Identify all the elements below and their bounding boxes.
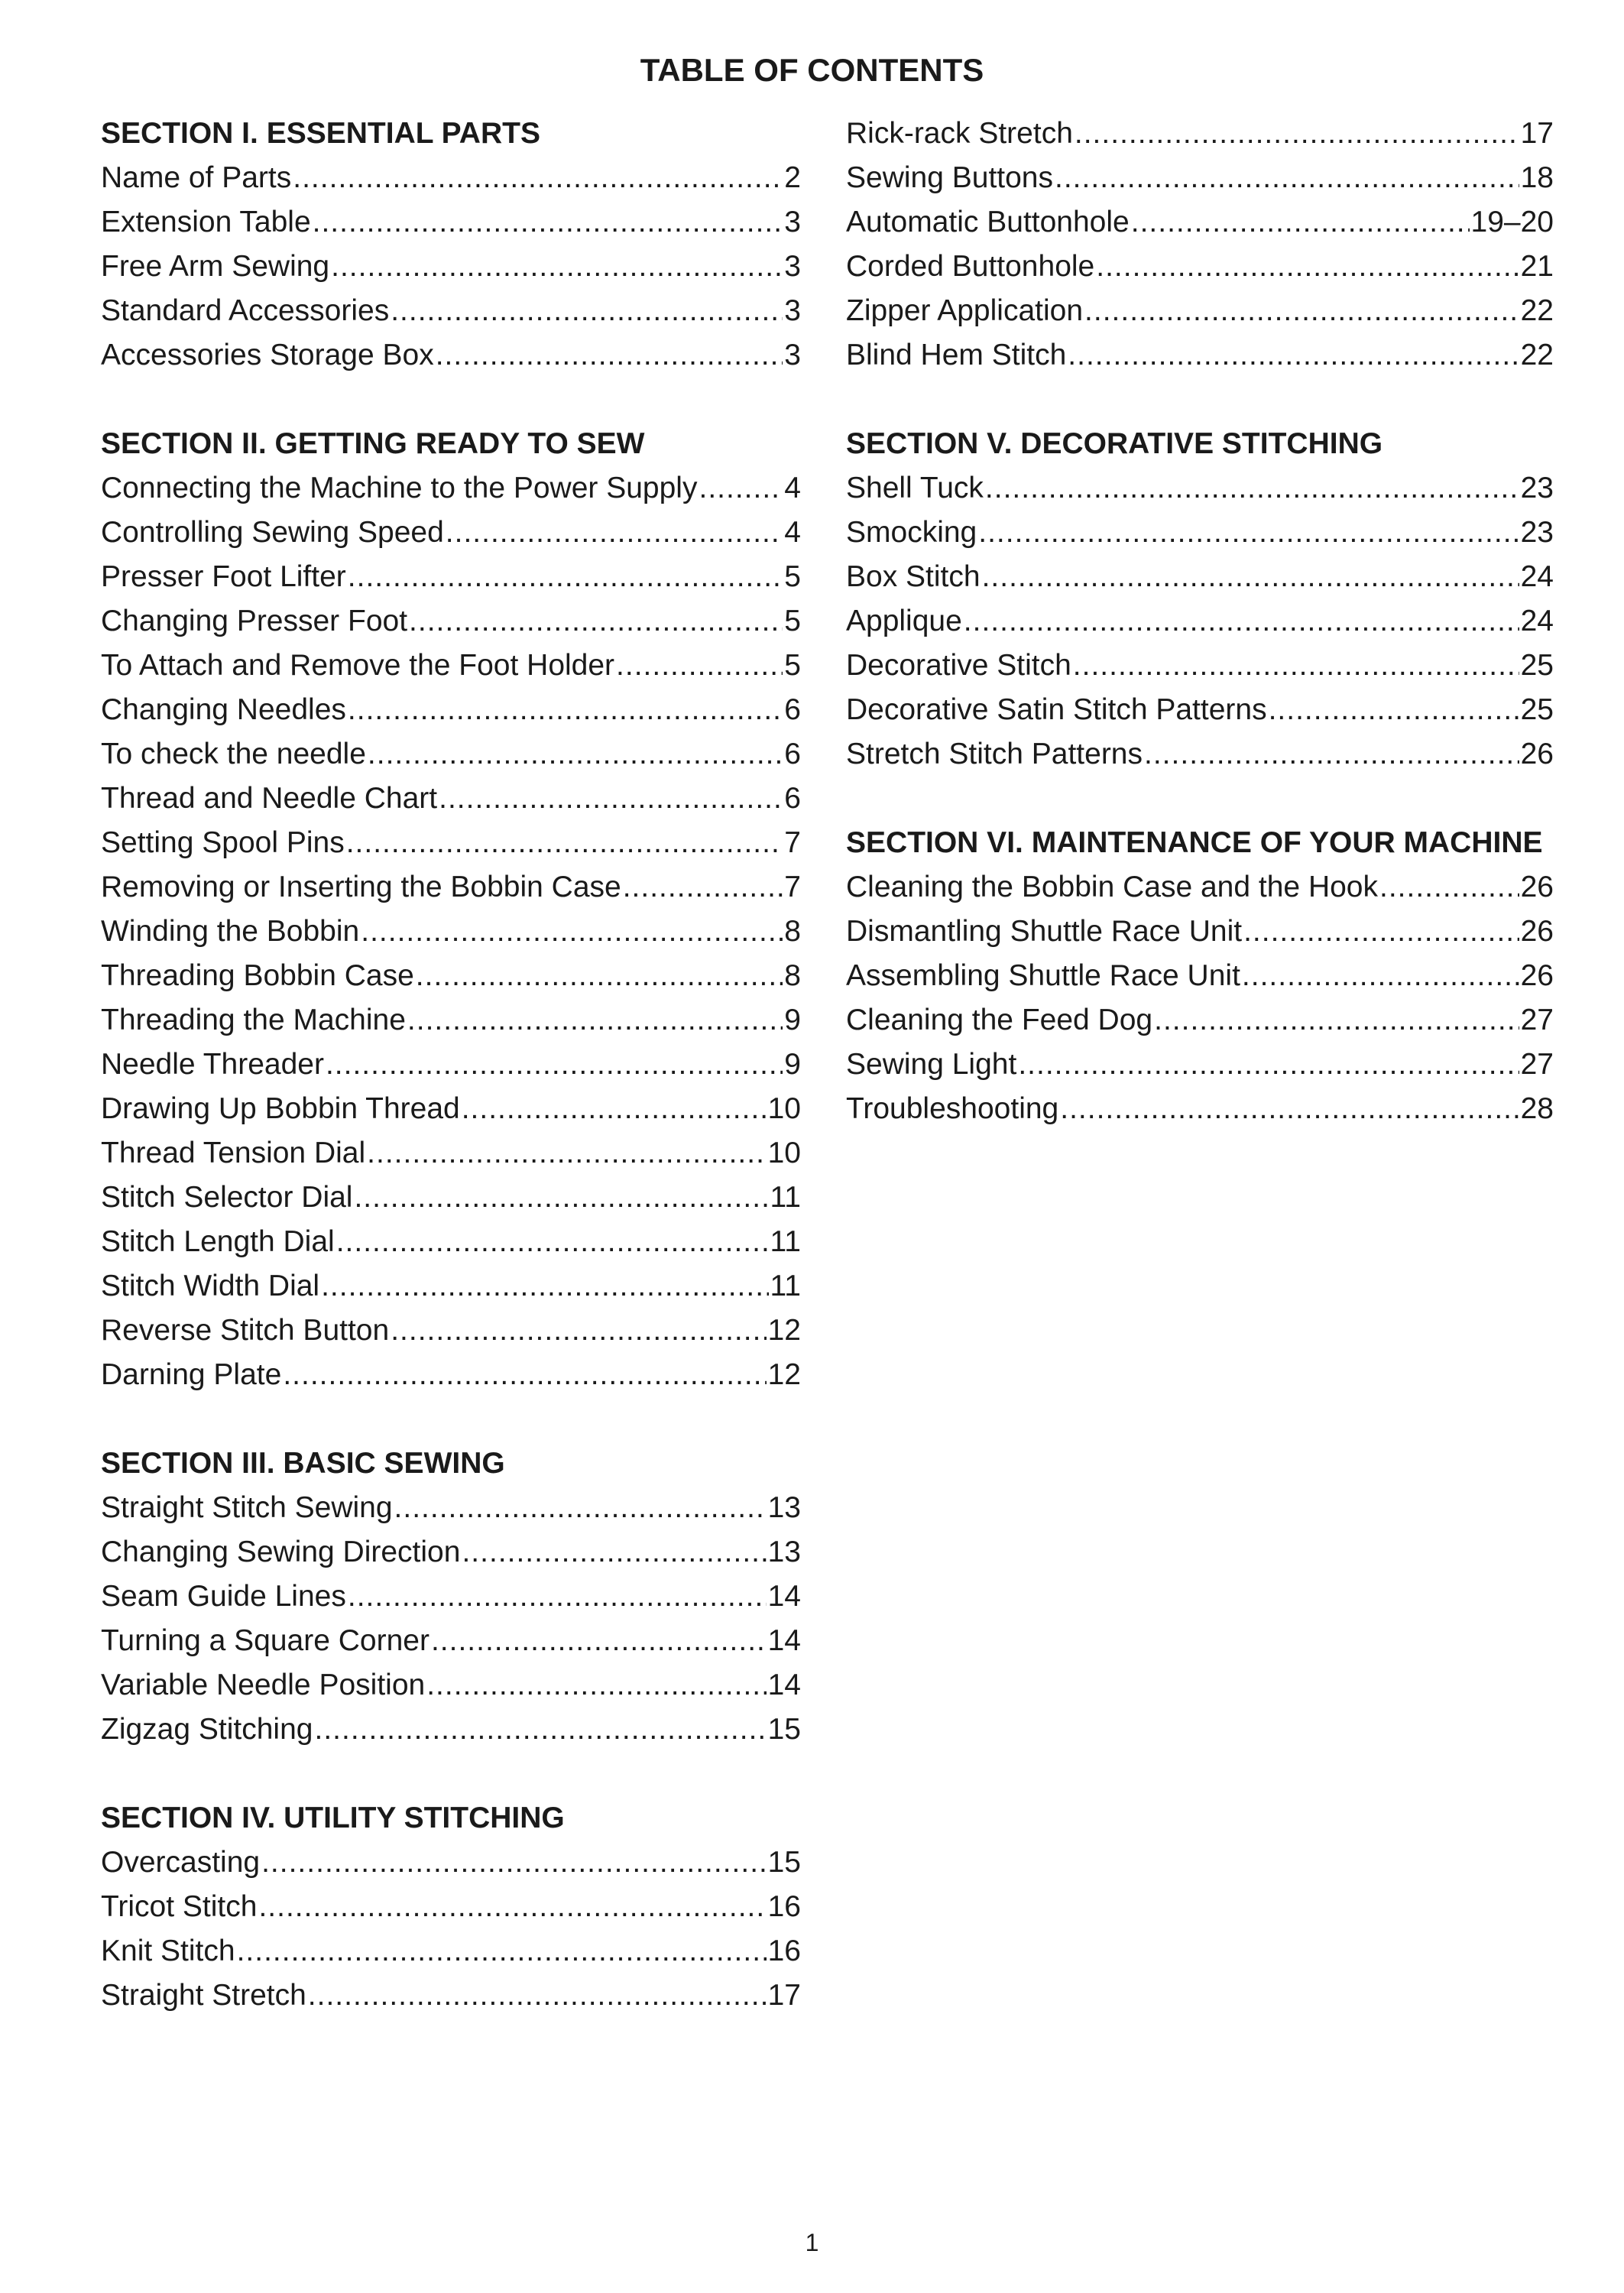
toc-entry-label: Seam Guide Lines (101, 1580, 346, 1613)
toc-entry[interactable] (846, 688, 1554, 732)
dot-leader (391, 1309, 766, 1353)
toc-entry-page: 9 (784, 1048, 801, 1081)
toc-entry[interactable] (101, 1575, 801, 1619)
toc-entry-page: 26 (1520, 959, 1554, 992)
toc-entry-label: Applique (846, 605, 962, 637)
toc-entry[interactable] (101, 245, 801, 289)
toc-entry-page: 18 (1520, 161, 1554, 194)
toc-entry[interactable] (101, 954, 801, 998)
toc-entry-label: Stitch Length Dial (101, 1225, 335, 1258)
dot-leader (1084, 289, 1519, 333)
toc-entry-label: Changing Sewing Direction (101, 1536, 461, 1568)
toc-entry-page: 11 (770, 1270, 801, 1302)
toc-entry-label: Cleaning the Bobbin Case and the Hook (846, 871, 1378, 903)
toc-entry-page: 23 (1520, 472, 1554, 504)
toc-entry[interactable] (846, 333, 1554, 378)
toc-entry-page: 11 (770, 1225, 801, 1258)
toc-entry-page: 28 (1520, 1092, 1554, 1125)
toc-entry-label: Reverse Stitch Button (101, 1314, 390, 1347)
toc-entry-page: 14 (767, 1580, 801, 1613)
toc-entry-page: 24 (1520, 560, 1554, 593)
toc-entry-label: Smocking (846, 516, 977, 549)
toc-entry[interactable] (101, 1043, 801, 1087)
toc-entry[interactable] (101, 1353, 801, 1397)
toc-entry-label: To check the needle (101, 738, 366, 770)
toc-entry-page: 22 (1520, 294, 1554, 327)
toc-entry[interactable] (101, 732, 801, 777)
toc-entry-label: Tricot Stitch (101, 1890, 258, 1923)
toc-entry-page: 19–20 (1470, 206, 1554, 238)
dot-leader (1243, 910, 1519, 954)
toc-entry-label: Winding the Bobbin (101, 915, 360, 948)
toc-entry-label: Shell Tuck (846, 472, 984, 504)
toc-entry-page: 14 (767, 1624, 801, 1657)
dot-leader (237, 1929, 767, 1974)
toc-entry-page: 15 (767, 1713, 801, 1746)
toc-entry-page: 26 (1520, 738, 1554, 770)
section-heading: SECTION I. ESSENTIAL PARTS (101, 117, 540, 150)
toc-entry-page: 16 (767, 1890, 801, 1923)
toc-entry-label: Corded Buttonhole (846, 250, 1095, 283)
toc-entry[interactable] (101, 1708, 801, 1752)
toc-entry-label: Removing or Inserting the Bobbin Case (101, 871, 621, 903)
toc-entry[interactable] (101, 555, 801, 599)
toc-entry[interactable] (101, 1885, 801, 1929)
dot-leader (367, 1131, 766, 1176)
toc-entry-page: 26 (1520, 871, 1554, 903)
toc-entry[interactable] (101, 1663, 801, 1708)
toc-entry-label: Cleaning the Feed Dog (846, 1004, 1153, 1036)
toc-entry[interactable] (846, 511, 1554, 555)
toc-entry-page: 11 (770, 1181, 801, 1214)
dot-leader (416, 954, 783, 998)
toc-entry[interactable] (846, 289, 1554, 333)
dot-leader (1379, 865, 1519, 910)
toc-entry[interactable] (101, 1929, 801, 1974)
toc-entry[interactable] (101, 1264, 801, 1309)
dot-leader (1144, 732, 1519, 777)
dot-leader (1060, 1087, 1519, 1131)
toc-entry[interactable] (101, 865, 801, 910)
toc-entry-page: 6 (784, 782, 801, 815)
toc-entry[interactable] (846, 1043, 1554, 1087)
section-heading: SECTION IV. UTILITY STITCHING (101, 1802, 565, 1834)
toc-entry[interactable] (101, 1220, 801, 1264)
dot-leader (361, 910, 783, 954)
dot-leader (446, 511, 783, 555)
toc-entry-label: Accessories Storage Box (101, 339, 434, 371)
toc-entry[interactable] (846, 156, 1554, 200)
toc-entry-page: 12 (767, 1358, 801, 1391)
dot-leader (623, 865, 783, 910)
toc-entry-label: Stitch Selector Dial (101, 1181, 353, 1214)
toc-entry-page: 3 (784, 294, 801, 327)
toc-section (101, 112, 801, 378)
toc-entry-label: Presser Foot Lifter (101, 560, 346, 593)
toc-entry-page: 21 (1520, 250, 1554, 283)
toc-entry[interactable] (101, 1486, 801, 1530)
dot-leader (348, 688, 783, 732)
dot-leader (436, 333, 783, 378)
dot-leader (407, 998, 783, 1043)
toc-entry[interactable] (846, 998, 1554, 1043)
dot-leader (326, 1043, 783, 1087)
toc-entry-label: Decorative Stitch (846, 649, 1071, 682)
toc-entry-page: 3 (784, 206, 801, 238)
toc-entry-label: Knit Stitch (101, 1935, 235, 1967)
toc-entry[interactable] (846, 910, 1554, 954)
dot-leader (1131, 200, 1470, 245)
toc-entry-page: 10 (767, 1092, 801, 1125)
toc-entry[interactable] (101, 998, 801, 1043)
toc-entry[interactable] (101, 289, 801, 333)
dot-leader (462, 1087, 767, 1131)
dot-leader (978, 511, 1519, 555)
toc-entry-label: Sewing Light (846, 1048, 1017, 1081)
page-title: TABLE OF CONTENTS (640, 52, 984, 88)
toc-section (846, 422, 1554, 777)
toc-entry-label: Dismantling Shuttle Race Unit (846, 915, 1243, 948)
toc-entry-label: Variable Needle Position (101, 1669, 426, 1701)
toc-entry-label: Darning Plate (101, 1358, 282, 1391)
toc-entry-label: Blind Hem Stitch (846, 339, 1067, 371)
dot-leader (982, 555, 1519, 599)
toc-entry-page: 6 (784, 738, 801, 770)
toc-entry[interactable] (846, 112, 1554, 156)
toc-entry[interactable] (101, 333, 801, 378)
dot-leader (394, 1486, 767, 1530)
dot-leader (462, 1530, 766, 1575)
toc-entry-page: 5 (784, 560, 801, 593)
toc-entry[interactable] (846, 599, 1554, 644)
toc-entry[interactable] (101, 1087, 801, 1131)
toc-entry[interactable] (101, 466, 801, 511)
toc-entry-label: Setting Spool Pins (101, 826, 345, 859)
dot-leader (964, 599, 1519, 644)
toc-entry-label: Changing Needles (101, 693, 346, 726)
toc-column-left (101, 112, 801, 2062)
toc-section (846, 821, 1554, 1131)
toc-entry-page: 12 (767, 1314, 801, 1347)
toc-entry[interactable] (101, 644, 801, 688)
toc-entry-page: 3 (784, 250, 801, 283)
toc-entry[interactable] (101, 688, 801, 732)
toc-entry[interactable] (101, 821, 801, 865)
toc-entry[interactable] (846, 644, 1554, 688)
toc-entry[interactable] (846, 954, 1554, 998)
toc-entry[interactable] (846, 555, 1554, 599)
toc-entry-label: Connecting the Machine to the Power Supply (101, 472, 698, 504)
dot-leader (368, 732, 783, 777)
toc-entry-label: Threading Bobbin Case (101, 959, 414, 992)
toc-entry-label: Controlling Sewing Speed (101, 516, 444, 549)
toc-entry-page: 14 (767, 1669, 801, 1701)
toc-entry-label: Turning a Square Corner (101, 1624, 430, 1657)
dot-leader (699, 466, 783, 511)
dot-leader (314, 1708, 766, 1752)
toc-entry[interactable] (846, 732, 1554, 777)
toc-entry-page: 13 (767, 1536, 801, 1568)
dot-leader (346, 821, 783, 865)
toc-entry-page: 5 (784, 605, 801, 637)
toc-entry[interactable] (101, 1841, 801, 1885)
toc-entry-page: 17 (1520, 117, 1554, 150)
toc-column-right (846, 112, 1554, 1176)
dot-leader (258, 1885, 766, 1929)
dot-leader (616, 644, 783, 688)
toc-entry-page: 7 (784, 826, 801, 859)
dot-leader (1242, 954, 1519, 998)
toc-entry-label: Box Stitch (846, 560, 981, 593)
toc-entry-label: Thread Tension Dial (101, 1137, 366, 1169)
dot-leader (336, 1220, 769, 1264)
toc-entry-label: Standard Accessories (101, 294, 390, 327)
dot-leader (283, 1353, 766, 1397)
toc-entry[interactable] (846, 200, 1554, 245)
toc-entry-label: Drawing Up Bobbin Thread (101, 1092, 460, 1125)
dot-leader (1269, 688, 1519, 732)
dot-leader (1055, 156, 1519, 200)
toc-entry[interactable] (846, 865, 1554, 910)
dot-leader (1154, 998, 1519, 1043)
toc-entry-page: 4 (784, 516, 801, 549)
toc-entry-label: Automatic Buttonhole (846, 206, 1130, 238)
toc-entry-page: 22 (1520, 339, 1554, 371)
toc-entry[interactable] (101, 1309, 801, 1353)
dot-leader (348, 1575, 767, 1619)
toc-entry[interactable] (101, 1131, 801, 1176)
toc-section (101, 1796, 801, 2018)
toc-entry-page: 17 (767, 1979, 801, 2012)
dot-leader (1018, 1043, 1519, 1087)
toc-entry-label: Extension Table (101, 206, 311, 238)
toc-entry-label: Decorative Satin Stitch Patterns (846, 693, 1267, 726)
toc-entry-label: Zigzag Stitching (101, 1713, 313, 1746)
toc-entry[interactable] (101, 200, 801, 245)
toc-entry[interactable] (101, 1619, 801, 1663)
toc-entry[interactable] (101, 1176, 801, 1220)
toc-entry-page: 24 (1520, 605, 1554, 637)
section-heading: SECTION III. BASIC SEWING (101, 1447, 505, 1480)
page-number: 1 (805, 2229, 819, 2256)
toc-entry[interactable] (101, 1530, 801, 1575)
dot-leader (1075, 112, 1519, 156)
toc-section (846, 112, 1554, 378)
toc-entry-label: Sewing Buttons (846, 161, 1054, 194)
toc-entry-label: Straight Stretch (101, 1979, 306, 2012)
toc-entry[interactable] (846, 1087, 1554, 1131)
toc-entry[interactable] (101, 156, 801, 200)
dot-leader (261, 1841, 767, 1885)
toc-entry[interactable] (101, 910, 801, 954)
toc-entry-page: 5 (784, 649, 801, 682)
dot-leader (354, 1176, 768, 1220)
toc-entry-page: 2 (784, 161, 801, 194)
toc-entry-label: Stitch Width Dial (101, 1270, 320, 1302)
dot-leader (321, 1264, 768, 1309)
toc-entry-page: 10 (767, 1137, 801, 1169)
dot-leader (313, 200, 783, 245)
toc-entry-page: 27 (1520, 1048, 1554, 1081)
toc-entry-label: Troubleshooting (846, 1092, 1059, 1125)
toc-entry-page: 6 (784, 693, 801, 726)
dot-leader (1068, 333, 1519, 378)
toc-entry-label: Rick-rack Stretch (846, 117, 1073, 150)
toc-entry-page: 3 (784, 339, 801, 371)
toc-entry[interactable] (846, 466, 1554, 511)
toc-entry-label: Changing Presser Foot (101, 605, 408, 637)
section-heading: SECTION V. DECORATIVE STITCHING (846, 427, 1383, 460)
dot-leader (985, 466, 1519, 511)
toc-entry[interactable] (101, 1974, 801, 2018)
dot-leader (1073, 644, 1519, 688)
section-heading: SECTION II. GETTING READY TO SEW (101, 427, 645, 460)
dot-leader (431, 1619, 767, 1663)
dot-leader (1096, 245, 1519, 289)
toc-entry-page: 27 (1520, 1004, 1554, 1036)
toc-entry-label: Straight Stitch Sewing (101, 1491, 393, 1524)
dot-leader (308, 1974, 767, 2018)
toc-entry-page: 26 (1520, 915, 1554, 948)
dot-leader (331, 245, 783, 289)
toc-entry-page: 13 (767, 1491, 801, 1524)
toc-entry-label: Assembling Shuttle Race Unit (846, 959, 1240, 992)
section-heading: SECTION VI. MAINTENANCE OF YOUR MACHINE (846, 826, 1543, 859)
toc-entry[interactable] (101, 599, 801, 644)
toc-entry[interactable] (846, 245, 1554, 289)
toc-entry-page: 8 (784, 915, 801, 948)
toc-entry-label: Thread and Needle Chart (101, 782, 438, 815)
dot-leader (439, 777, 783, 821)
toc-entry-page: 25 (1520, 649, 1554, 682)
toc-entry-label: Zipper Application (846, 294, 1084, 327)
toc-entry-page: 15 (767, 1846, 801, 1879)
toc-entry-label: Overcasting (101, 1846, 261, 1879)
toc-entry[interactable] (101, 777, 801, 821)
toc-entry-page: 4 (784, 472, 801, 504)
toc-entry[interactable] (101, 511, 801, 555)
toc-section (101, 422, 801, 1397)
toc-entry-page: 9 (784, 1004, 801, 1036)
toc-entry-label: Stretch Stitch Patterns (846, 738, 1143, 770)
toc-entry-page: 23 (1520, 516, 1554, 549)
toc-entry-label: Threading the Machine (101, 1004, 406, 1036)
dot-leader (409, 599, 783, 644)
toc-entry-label: Name of Parts (101, 161, 292, 194)
toc-entry-label: To Attach and Remove the Foot Holder (101, 649, 615, 682)
toc-entry-page: 8 (784, 959, 801, 992)
toc-entry-page: 25 (1520, 693, 1554, 726)
dot-leader (293, 156, 783, 200)
toc-entry-label: Free Arm Sewing (101, 250, 330, 283)
toc-entry-page: 16 (767, 1935, 801, 1967)
toc-entry-page: 7 (784, 871, 801, 903)
dot-leader (348, 555, 783, 599)
dot-leader (426, 1663, 766, 1708)
dot-leader (391, 289, 783, 333)
toc-section (101, 1442, 801, 1752)
toc-entry-label: Needle Threader (101, 1048, 324, 1081)
